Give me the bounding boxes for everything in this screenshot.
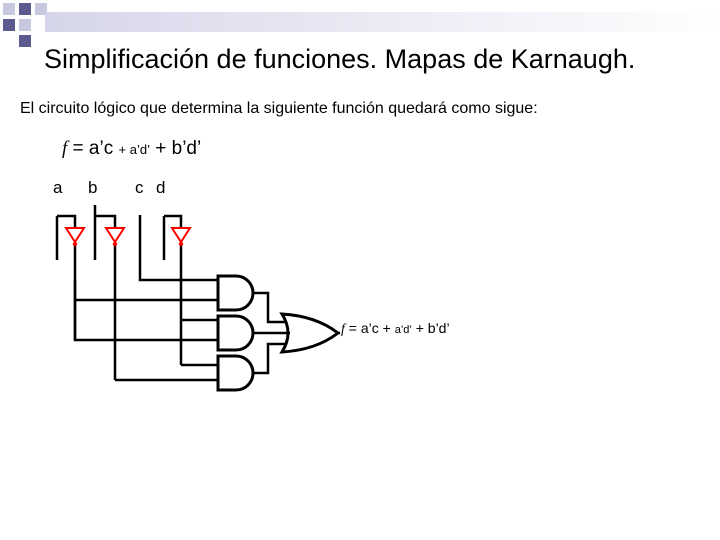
inverter-d bbox=[172, 228, 190, 242]
formula-term-2: + a’d’ bbox=[118, 142, 150, 157]
branch-b-to-inverter bbox=[95, 216, 115, 228]
branch-a-to-inverter bbox=[57, 216, 75, 228]
inverter-a-bubble bbox=[73, 242, 77, 246]
wire-not-a-to-and1 bbox=[75, 280, 218, 300]
output-f-symbol: f bbox=[341, 322, 345, 337]
formula-term-1: = a’c bbox=[67, 138, 119, 159]
input-label-a: a bbox=[53, 178, 63, 197]
output-term-3: + b’d’ bbox=[411, 320, 450, 336]
wire-and3-to-or bbox=[253, 344, 287, 373]
input-label-d: d bbox=[156, 178, 166, 197]
inverter-d-bubble bbox=[179, 242, 183, 246]
formula-f-symbol: f bbox=[62, 138, 68, 159]
and-gate-2 bbox=[218, 316, 253, 350]
branch-d-to-inverter bbox=[164, 216, 181, 228]
wire-and1-to-or bbox=[253, 293, 287, 322]
inverter-b-bubble bbox=[113, 242, 117, 246]
input-label-b: b bbox=[88, 178, 98, 197]
output-term-2: a’d’ bbox=[394, 324, 412, 336]
and-gate-3 bbox=[218, 356, 253, 390]
and-gate-1 bbox=[218, 276, 253, 310]
inverter-b bbox=[106, 228, 124, 242]
slide-title: Simplificación de funciones. Mapas de Karnaugh. bbox=[44, 44, 636, 74]
output-function-label bbox=[341, 320, 450, 338]
output-term-1: = a’c + bbox=[344, 320, 395, 336]
input-label-c: c bbox=[135, 178, 144, 197]
inverter-a bbox=[66, 228, 84, 242]
wire-c-to-and1 bbox=[140, 260, 218, 280]
slide-subtitle: El circuito lógico que determina la siguiente función quedará como sigue: bbox=[20, 100, 538, 117]
or-gate bbox=[282, 314, 338, 352]
formula-term-3: + b’d’ bbox=[149, 138, 202, 159]
